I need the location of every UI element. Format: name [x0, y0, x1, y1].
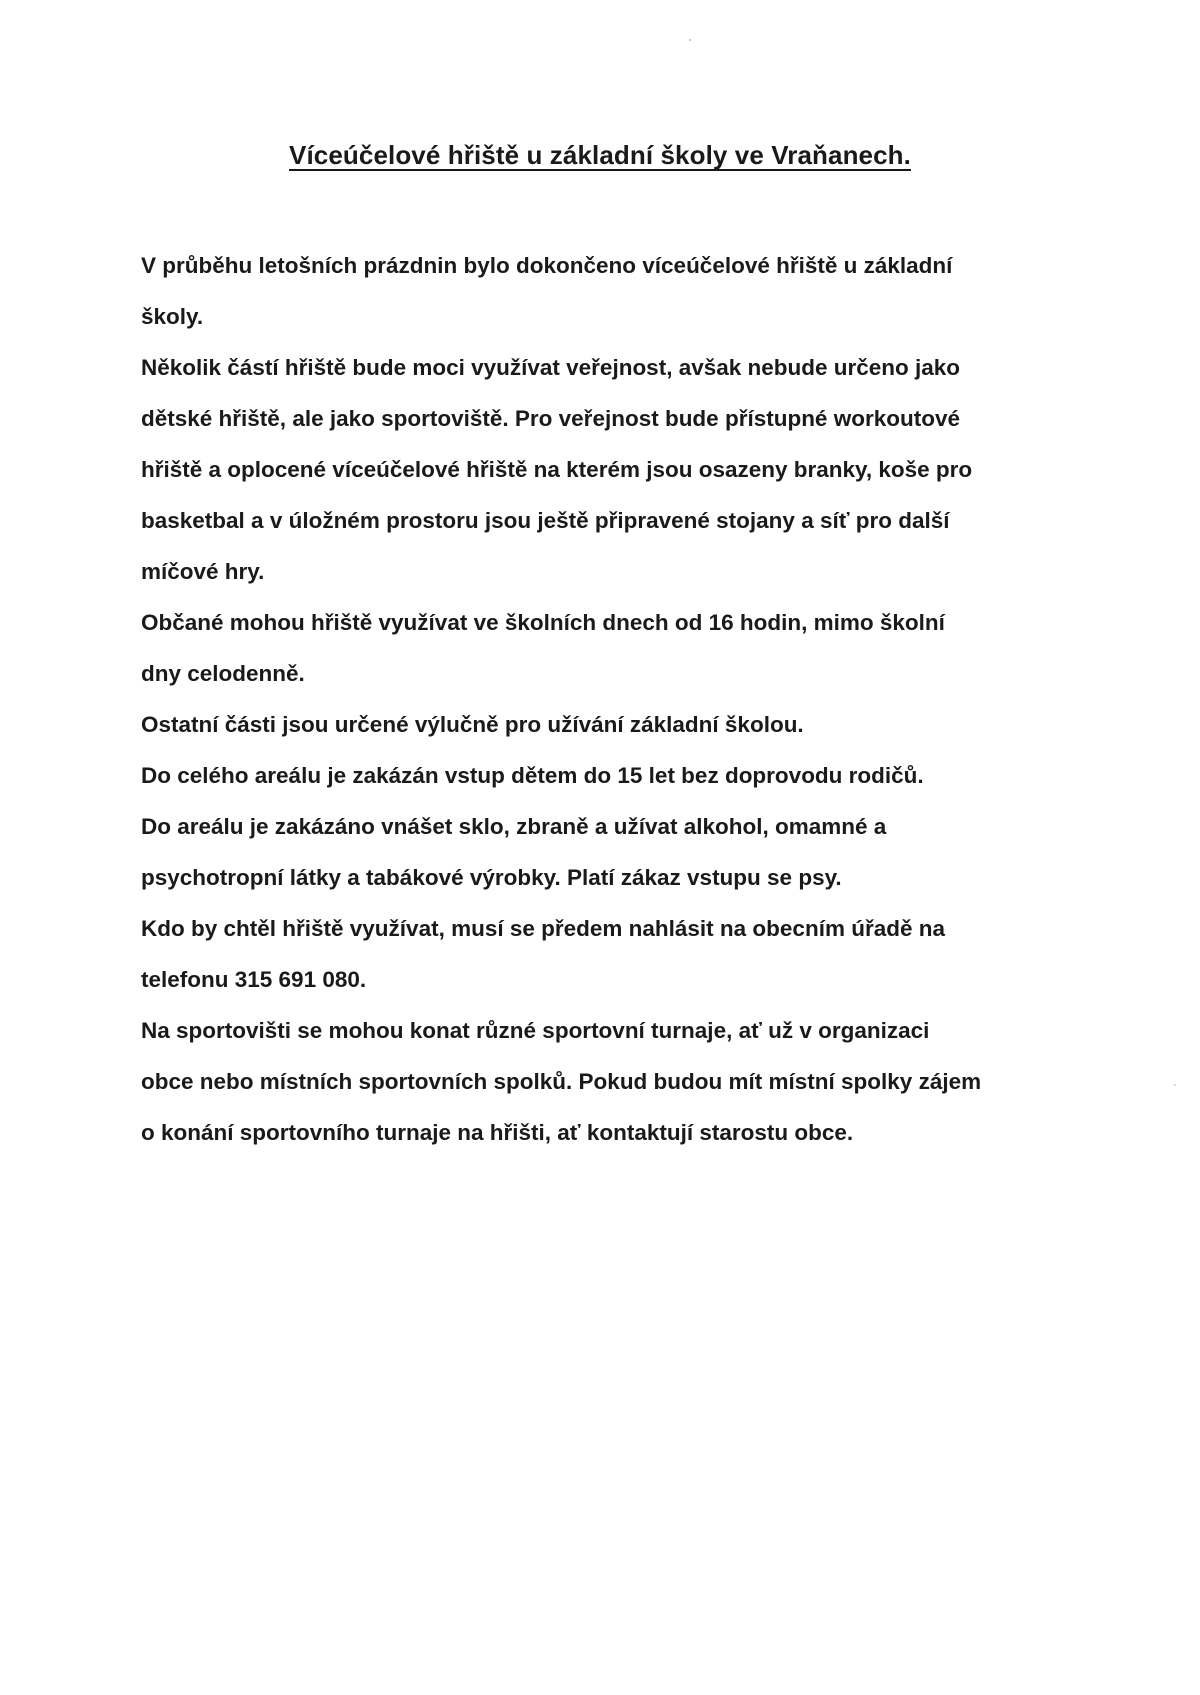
- body-line: o konání sportovního turnaje na hřišti, ať kontaktují starostu obce.: [141, 1120, 854, 1145]
- body-line: Několik částí hřiště bude moci využívat veřejnost, avšak nebude určeno jako: [141, 355, 961, 380]
- scan-speck: [1174, 1084, 1176, 1086]
- body-line: basketbal a v úložném prostoru jsou ještě připravené stojany a síť pro další: [141, 508, 950, 533]
- body-line: dny celodenně.: [141, 661, 305, 686]
- body-line: telefonu 315 691 080.: [141, 967, 367, 992]
- body-line: Na sportovišti se mohou konat různé sportovní turnaje, ať už v organizaci: [141, 1018, 930, 1043]
- body-line: Do areálu je zakázáno vnášet sklo, zbraně a užívat alkohol, omamné a: [141, 814, 887, 839]
- body-line: míčové hry.: [141, 559, 265, 584]
- body-line: V průběhu letošních prázdnin bylo dokončeno víceúčelové hřiště u základní: [141, 253, 953, 278]
- body-line: Kdo by chtěl hřiště využívat, musí se předem nahlásit na obecním úřadě na: [141, 916, 945, 941]
- body-line: Občané mohou hřiště využívat ve školních dnech od 16 hodin, mimo školní: [141, 610, 945, 635]
- scan-speck: [689, 39, 691, 41]
- body-line: dětské hřiště, ale jako sportoviště. Pro veřejnost bude přístupné workoutové: [141, 406, 960, 431]
- body-line: obce nebo místních sportovních spolků. Pokud budou mít místní spolky zájem: [141, 1069, 982, 1094]
- body-line: školy.: [141, 304, 204, 329]
- document-body: [141, 240, 1081, 1158]
- body-line: Ostatní části jsou určené výlučně pro užívání základní školou.: [141, 712, 804, 737]
- body-line: hřiště a oplocené víceúčelové hřiště na kterém jsou osazeny branky, koše pro: [141, 457, 973, 482]
- document-title-text: Víceúčelové hřiště u základní školy ve Vraňanech.: [289, 140, 911, 170]
- body-line: Do celého areálu je zakázán vstup dětem do 15 let bez doprovodu rodičů.: [141, 763, 924, 788]
- document-title: [0, 140, 1200, 171]
- body-line: psychotropní látky a tabákové výrobky. Platí zákaz vstupu se psy.: [141, 865, 842, 890]
